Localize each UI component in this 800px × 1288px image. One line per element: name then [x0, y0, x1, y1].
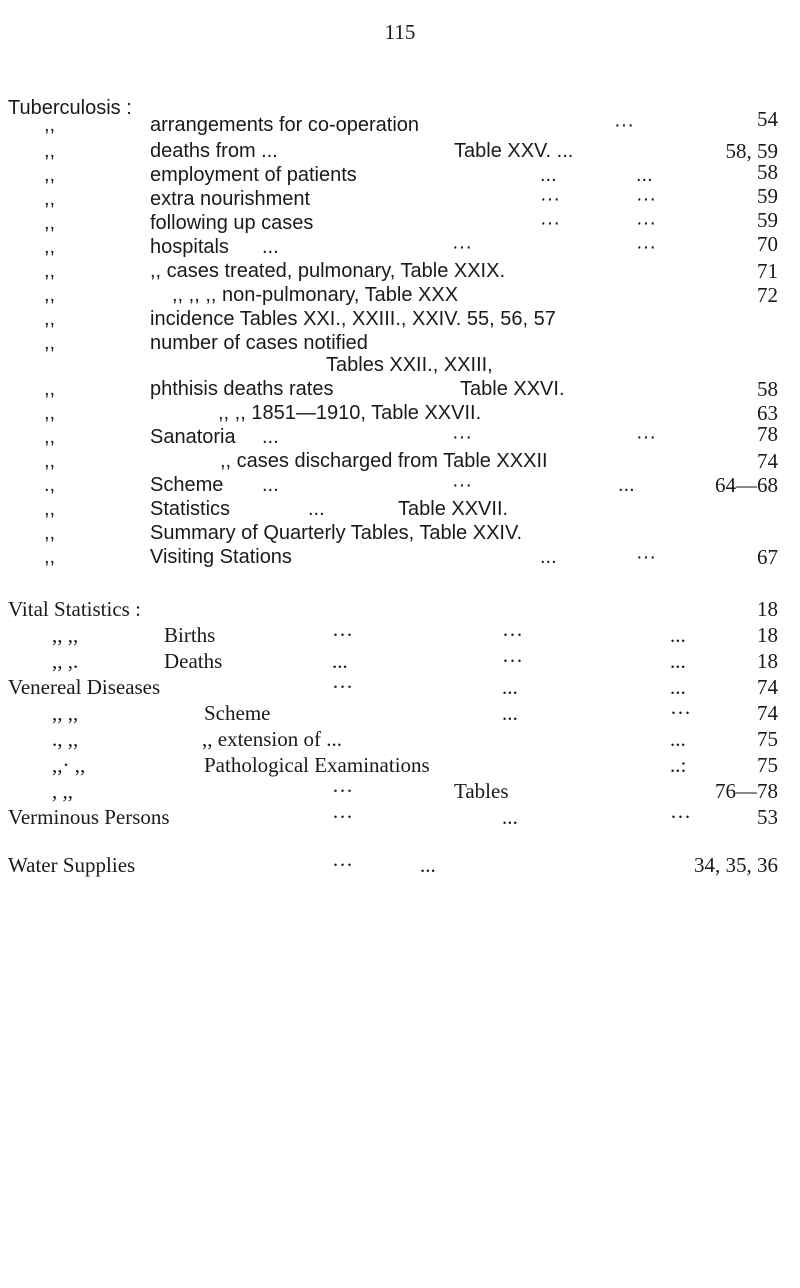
page-ref: 71	[757, 259, 778, 283]
index-entry: ,, arrangements for co-operation ··· 54	[44, 107, 778, 136]
index-entry: ,, incidence Tables XXI., XXIII., XXIV. 55, 56, 57	[44, 308, 556, 330]
index-heading-water-supplies: Water Supplies ··· ... 34, 35, 36	[8, 853, 778, 877]
page-ref: 75	[757, 727, 778, 751]
page-ref: 74	[757, 675, 778, 699]
index-entry: ,,· ,, Pathological Examinations ..: 75	[52, 753, 778, 777]
page-ref: 63	[757, 401, 778, 425]
index-entry: ,, ,, Births ··· ··· ... 18	[52, 623, 778, 647]
page-ref: 72	[757, 283, 778, 307]
index-entry: ,, ,, cases discharged from Table XXXII 74	[44, 449, 778, 473]
index-entry: ,, employment of patients ... ... 58	[44, 160, 778, 186]
page-ref: 18	[757, 597, 778, 621]
page-ref: 18	[757, 649, 778, 673]
index-heading-venereal-diseases: Venereal Diseases ··· ... ... 74	[8, 675, 778, 699]
index-entry: ,, Statistics ... Table XXVII.	[44, 498, 509, 520]
index-entry: ,, hospitals ... ··· ··· 70	[44, 232, 778, 258]
page-ref: 58	[757, 377, 778, 401]
index-entry: ,, Visiting Stations ... ··· 67	[44, 545, 778, 569]
page-ref: 64—68	[715, 473, 778, 497]
page-ref: 34, 35, 36	[694, 853, 778, 877]
index-heading-vital-statistics: Vital Statistics : 18	[8, 597, 778, 621]
index-entry: ,, ,, ,, 1851—1910, Table XXVII. 63	[44, 401, 778, 425]
heading-text: Tuberculosis :	[8, 97, 132, 119]
page-ref: 70	[757, 232, 778, 256]
index-entry: ,, ,, ,, ,, non-pulmonary, Table XXX 72	[44, 283, 778, 307]
page-ref: 53	[757, 805, 778, 829]
page-ref: 76—78	[715, 779, 778, 803]
index-entry: ,, Summary of Quarterly Tables, Table XXIV.	[44, 522, 523, 544]
index-heading-verminous-persons: Verminous Persons ··· ... ··· 53	[8, 805, 778, 829]
index-entry: , ,, ··· Tables 76—78	[52, 779, 778, 803]
index-entry: ,, extra nourishment ··· ··· 59	[44, 184, 778, 210]
page-ref: 74	[757, 701, 778, 725]
index-entry: ,, ,, Scheme ... ··· 74	[52, 701, 778, 725]
index-entry: ,, phthisis deaths rates Table XXVI. 58	[44, 377, 778, 401]
page-ref: 58, 59	[725, 139, 778, 163]
page-ref: 54	[757, 107, 778, 131]
index-entry: ., Scheme ... ··· ... 64—68	[44, 473, 778, 497]
page-ref: 58	[757, 160, 778, 184]
page-ref: 18	[757, 623, 778, 647]
index-entry: ,, deaths from ... Table XXV. ... 58, 59	[44, 139, 778, 163]
page-ref: 78	[757, 422, 778, 446]
page-ref: 59	[757, 208, 778, 232]
page-ref: 75	[757, 753, 778, 777]
page-ref: 59	[757, 184, 778, 208]
index-entry: ., ,, ,, extension of ... ... 75	[52, 727, 778, 751]
page-ref: 67	[757, 545, 778, 569]
index-entry: ,, ,, cases treated, pulmonary, Table XXIX. 71	[44, 259, 778, 283]
index-entry: ,, Sanatoria ... ··· ··· 78	[44, 422, 778, 448]
index-entry: ,, following up cases ··· ··· 59	[44, 208, 778, 234]
index-entry: ,, ,. Deaths ... ··· ... 18	[52, 649, 778, 673]
index-entry: ,, number of cases notified	[44, 332, 368, 354]
page-ref: 74	[757, 449, 778, 473]
page-number: 115	[384, 20, 416, 44]
index-entry-continuation: Tables XXII., XXIII,	[326, 354, 493, 376]
